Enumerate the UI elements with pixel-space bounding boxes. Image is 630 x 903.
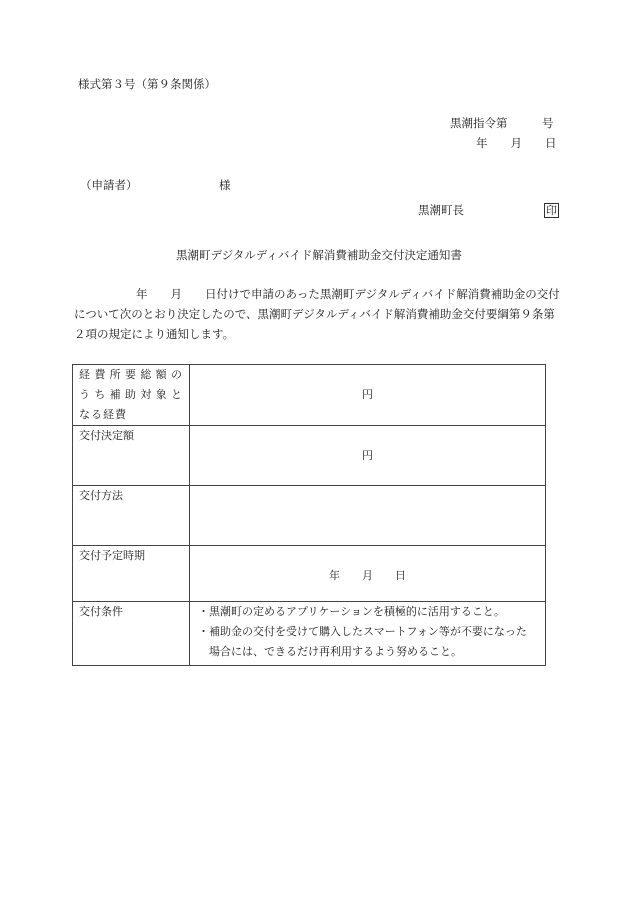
row-label-conditions: [73, 602, 190, 666]
row-value-scheduled-date: [190, 546, 546, 602]
condition-line: ・黒潮町の定めるアプリケーションを積極的に活用すること。: [198, 605, 505, 618]
table-row: [73, 365, 546, 426]
yen-unit: 円: [362, 388, 373, 401]
row-label-decision-amount: [73, 426, 190, 486]
yen-unit: 円: [362, 449, 373, 462]
body-line-2: について次のとおり決定したので、黒潮町デジタルディバイド解消費補助金交付要綱第９条第: [74, 307, 555, 321]
row-value-covered-expense: [190, 365, 546, 426]
label-text: 交付条件: [79, 605, 123, 618]
table-row: [73, 602, 546, 666]
table-row: [73, 546, 546, 602]
row-label-covered-expense: [73, 365, 190, 426]
form-number: 様式第３号（第９条関係）: [78, 77, 216, 91]
applicant-honorific: 様: [219, 178, 231, 192]
label-line: 経費所要総額の: [79, 368, 183, 381]
seal-stamp: 印: [546, 204, 557, 217]
label-text: 交付決定額: [79, 429, 134, 442]
condition-line: ・補助金の交付を受けて購入したスマートフォン等が不要になった: [198, 625, 527, 638]
row-value-decision-amount: [190, 426, 546, 486]
applicant-label: （申請者）: [80, 178, 138, 192]
label-line: うち補助対象と: [79, 388, 183, 401]
body-line-3: ２項の規定により通知します。: [74, 327, 235, 341]
issue-date: 年 月 日: [476, 136, 557, 150]
issuer-title: 黒潮町長: [418, 203, 464, 217]
table-row: [73, 426, 546, 486]
row-value-conditions: [190, 602, 546, 666]
label-line: なる経費: [79, 408, 127, 421]
row-label-scheduled-date: [73, 546, 190, 602]
scheduled-date: 年 月 日: [329, 569, 406, 582]
decision-table: [72, 364, 546, 666]
body-line-1: 年 月 日付けで申請のあった黒潮町デジタルディバイド解消費補助金の交付: [136, 287, 560, 301]
table-row: [73, 486, 546, 546]
label-text: 交付方法: [79, 489, 123, 502]
condition-line: 場合には、できるだけ再利用するよう努めること。: [198, 645, 462, 658]
label-text: 交付予定時期: [79, 549, 145, 562]
row-label-payment-method: [73, 486, 190, 546]
row-value-payment-method: [190, 486, 546, 546]
document-title: 黒潮町デジタルディバイド解消費補助金交付決定通知書: [176, 248, 462, 262]
document-number: 黒潮指令第 号: [450, 116, 554, 130]
